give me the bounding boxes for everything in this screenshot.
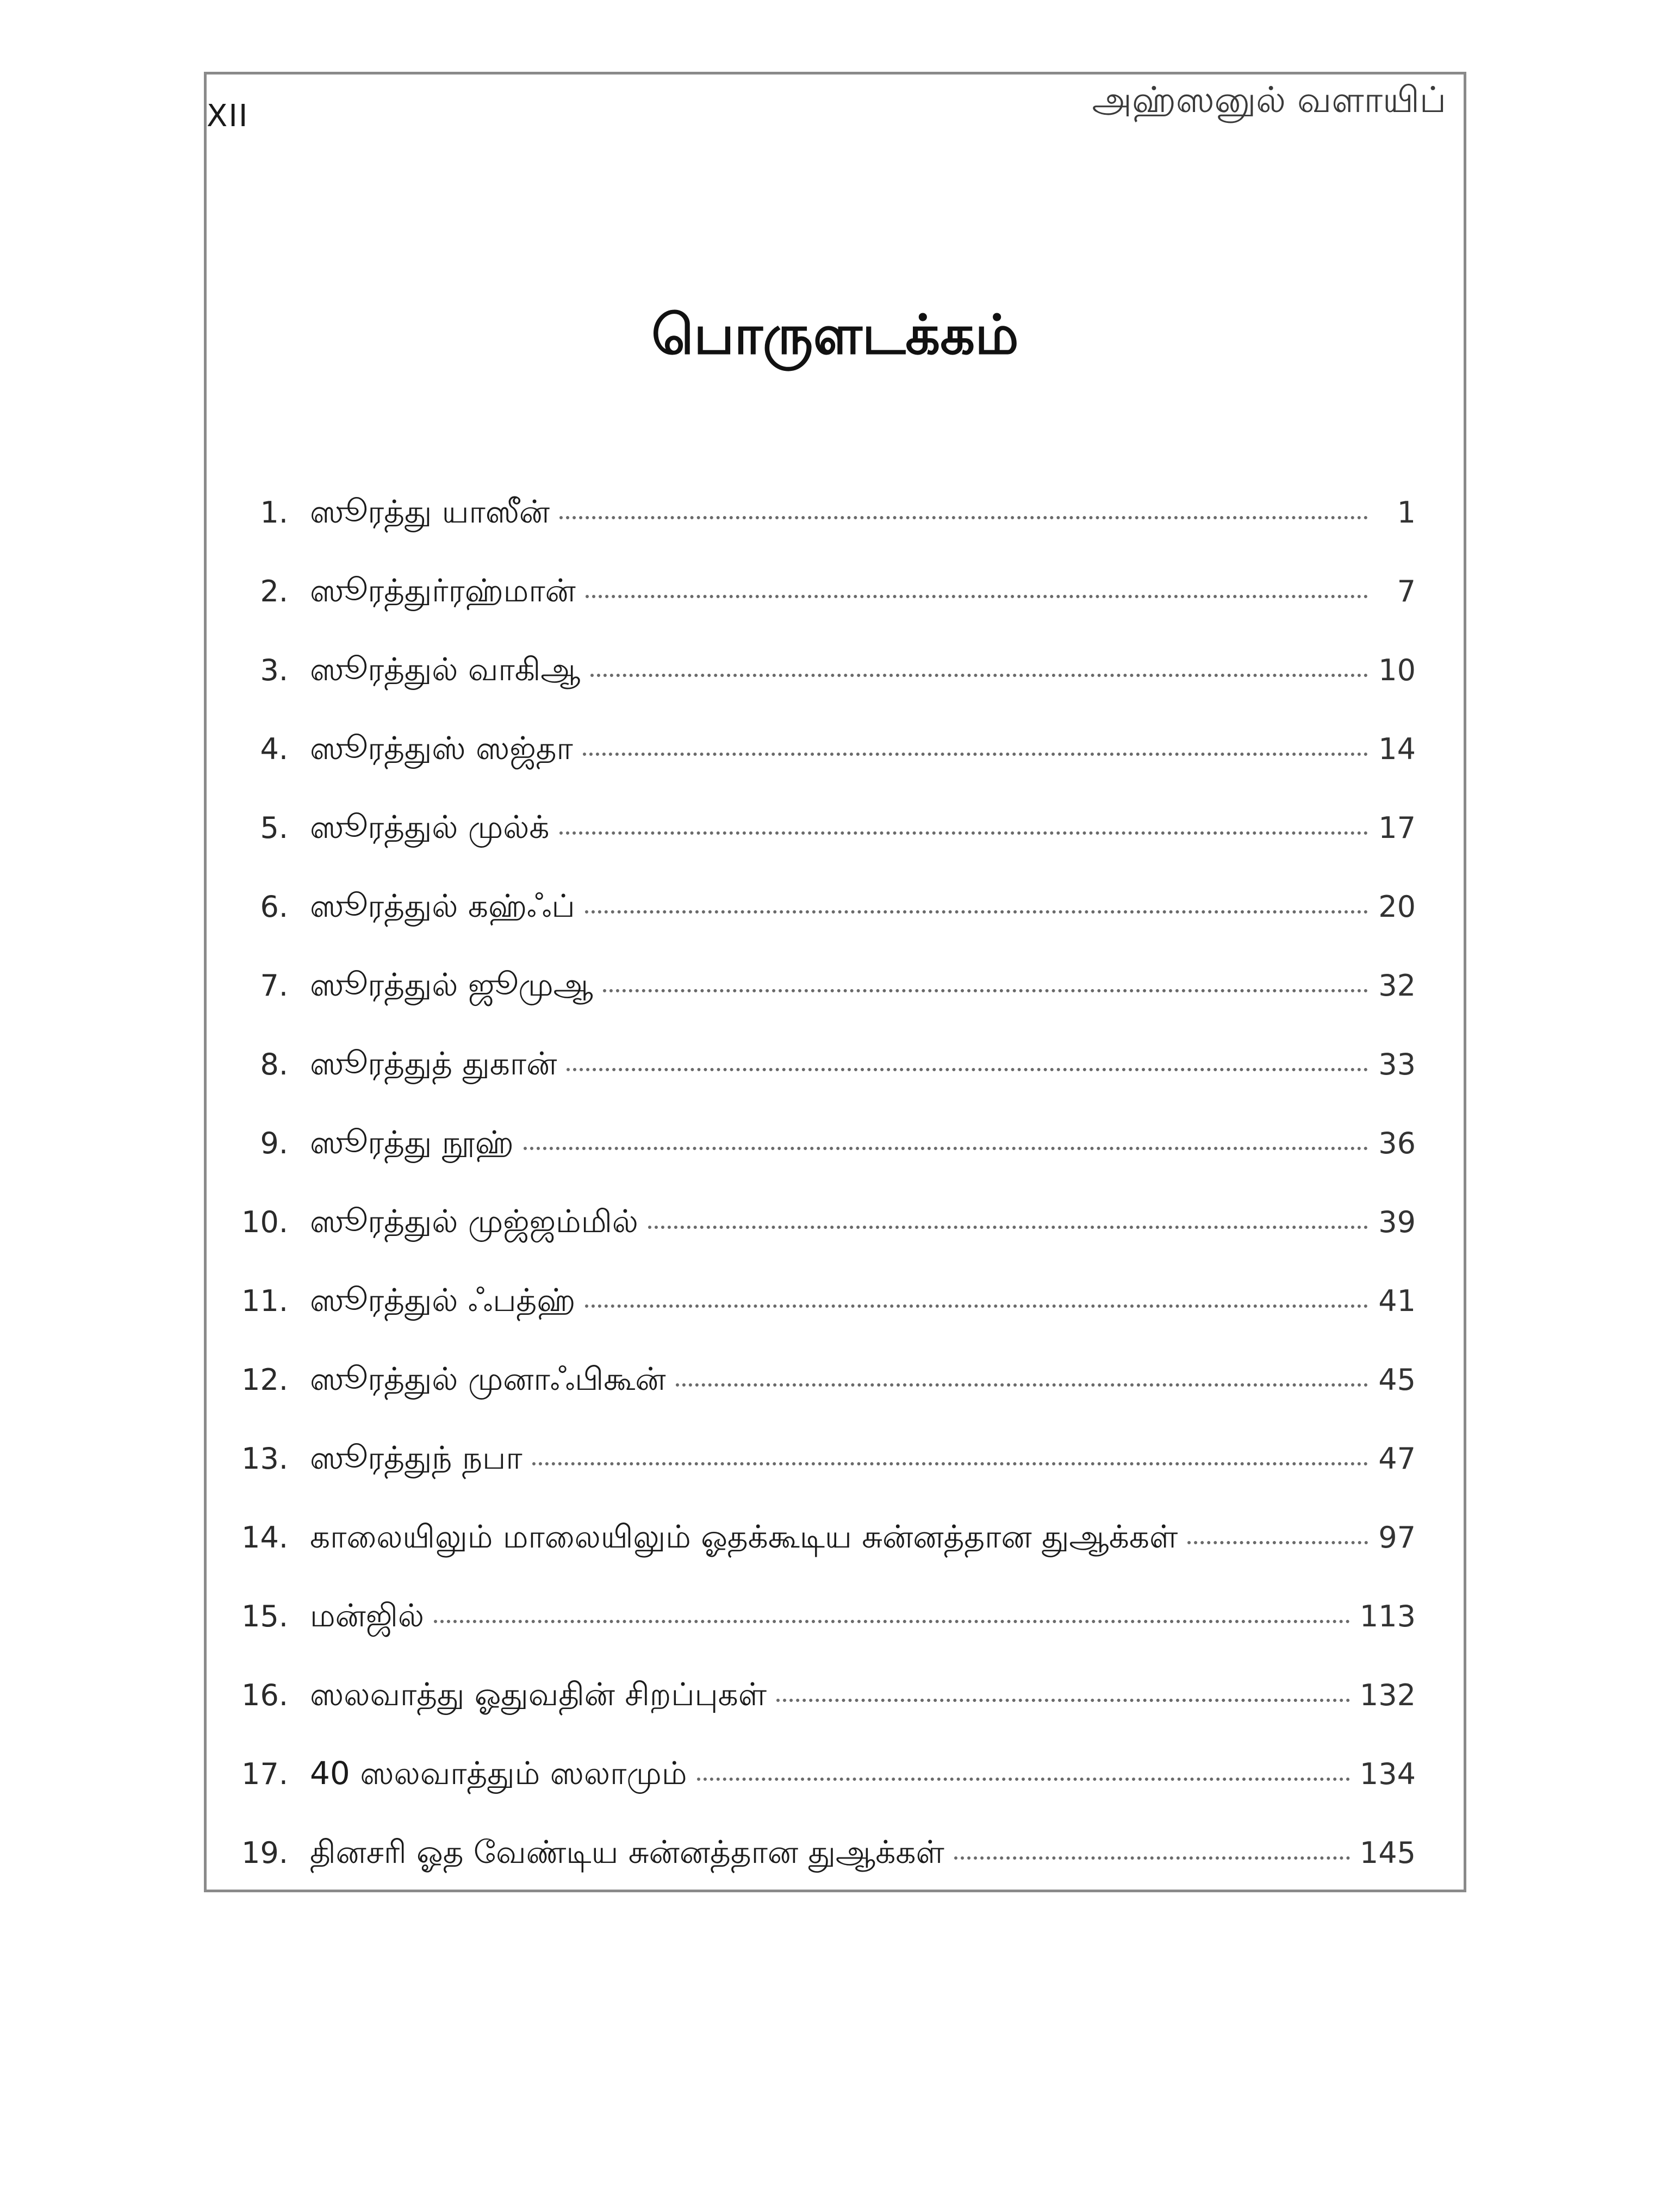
dot-leader xyxy=(585,910,1368,914)
toc-entry xyxy=(228,966,1416,1045)
running-header: அஹ்ஸனுல் வளாயிப் xyxy=(1092,79,1446,121)
toc-entry xyxy=(228,1755,1416,1834)
toc-entry-title: ஸூரத்து யாஸீன் xyxy=(310,493,550,530)
toc-entry-page: 17 xyxy=(1378,811,1416,845)
page-number: XII xyxy=(207,98,249,134)
toc-entry-number: 12. xyxy=(241,1363,288,1397)
toc-entry-page: 7 xyxy=(1397,574,1416,608)
toc-list xyxy=(228,493,1416,1912)
dot-leader xyxy=(954,1856,1350,1860)
toc-entry-number: 11. xyxy=(241,1284,288,1318)
toc-title: பொருளடக்கம் xyxy=(651,303,1019,366)
toc-entry xyxy=(228,1676,1416,1755)
toc-entry xyxy=(228,1834,1416,1912)
toc-entry-number: 3. xyxy=(260,653,288,687)
toc-entry-title: ஸூரத்துல் ஜூமுஆ xyxy=(310,966,593,1003)
dot-leader xyxy=(567,1068,1368,1071)
toc-entry-page: 41 xyxy=(1378,1284,1416,1318)
toc-entry-title: ஸூரத்துல் முஜ்ஜம்மில் xyxy=(310,1203,638,1240)
toc-entry xyxy=(228,1203,1416,1282)
toc-entry-page: 1 xyxy=(1397,495,1416,530)
dot-leader xyxy=(586,595,1368,598)
toc-entry xyxy=(228,1124,1416,1203)
toc-entry-page: 36 xyxy=(1378,1126,1416,1160)
toc-entry-page: 47 xyxy=(1378,1441,1416,1476)
toc-entry-number: 4. xyxy=(260,732,288,766)
dot-leader xyxy=(524,1147,1368,1150)
toc-entry-title: ஸூரத்துர்ரஹ்மான் xyxy=(310,572,576,609)
toc-entry-number: 7. xyxy=(260,968,288,1003)
toc-entry-number: 8. xyxy=(260,1047,288,1082)
toc-entry-page: 134 xyxy=(1359,1757,1416,1791)
toc-entry-title: ஸூரத்து நூஹ் xyxy=(310,1124,514,1161)
dot-leader xyxy=(585,1304,1368,1308)
toc-entry-number: 17. xyxy=(241,1757,288,1791)
toc-entry-page: 10 xyxy=(1378,653,1416,687)
dot-leader xyxy=(776,1699,1350,1702)
toc-entry-page: 33 xyxy=(1378,1047,1416,1082)
toc-entry xyxy=(228,809,1416,887)
toc-entry-title: 40 ஸலவாத்தும் ஸலாமும் xyxy=(310,1755,687,1792)
toc-entry-number: 19. xyxy=(241,1836,288,1870)
dot-leader xyxy=(434,1620,1350,1623)
toc-entry xyxy=(228,493,1416,572)
toc-entry-title: மன்ஜில் xyxy=(310,1597,425,1634)
dot-leader xyxy=(590,674,1368,677)
toc-entry xyxy=(228,1439,1416,1518)
toc-entry-title: ஸூரத்துல் ஃபத்ஹ் xyxy=(310,1282,576,1319)
toc-entry xyxy=(228,1045,1416,1124)
toc-entry-page: 97 xyxy=(1378,1520,1416,1555)
dot-leader xyxy=(532,1462,1368,1465)
toc-entry-number: 5. xyxy=(260,811,288,845)
toc-entry xyxy=(228,572,1416,651)
toc-entry-page: 113 xyxy=(1359,1599,1416,1633)
dot-leader xyxy=(603,989,1368,992)
dot-leader xyxy=(1187,1541,1368,1544)
toc-entry-page: 20 xyxy=(1378,890,1416,924)
toc-entry xyxy=(228,651,1416,730)
toc-entry-title: ஸூரத்துத் துகான் xyxy=(310,1045,557,1082)
toc-entry-title: ஸூரத்துல் முல்க் xyxy=(310,809,550,846)
toc-entry-title: ஸூரத்துல் முனாஃபிகூன் xyxy=(310,1360,666,1397)
toc-entry-number: 15. xyxy=(241,1599,288,1633)
toc-entry-page: 45 xyxy=(1378,1363,1416,1397)
toc-entry-number: 9. xyxy=(260,1126,288,1160)
toc-entry xyxy=(228,887,1416,966)
toc-entry xyxy=(228,1282,1416,1360)
toc-entry xyxy=(228,1518,1416,1597)
toc-entry-page: 145 xyxy=(1359,1836,1416,1870)
toc-entry-page: 132 xyxy=(1359,1678,1416,1712)
dot-leader xyxy=(559,516,1368,519)
toc-entry-title: காலையிலும் மாலையிலும் ஓதக்கூடிய சுன்னத்தான துஆக்கள் xyxy=(310,1518,1178,1555)
toc-entry-title: ஸூரத்துந் நபா xyxy=(310,1439,522,1476)
toc-entry xyxy=(228,730,1416,809)
dot-leader xyxy=(559,831,1368,835)
toc-entry-number: 2. xyxy=(260,574,288,608)
toc-entry-title: ஸூரத்துல் கஹ்ஃப் xyxy=(310,887,575,924)
toc-entry-number: 13. xyxy=(241,1441,288,1476)
toc-entry-number: 14. xyxy=(241,1520,288,1555)
toc-entry-number: 6. xyxy=(260,890,288,924)
toc-entry-page: 39 xyxy=(1378,1205,1416,1239)
dot-leader xyxy=(676,1383,1368,1387)
toc-entry-number: 10. xyxy=(241,1205,288,1239)
dot-leader xyxy=(697,1778,1350,1781)
toc-entry-number: 16. xyxy=(241,1678,288,1712)
toc-entry-page: 14 xyxy=(1378,732,1416,766)
toc-entry xyxy=(228,1597,1416,1676)
toc-entry-title: தினசரி ஓத வேண்டிய சுன்னத்தான துஆக்கள் xyxy=(310,1834,944,1871)
toc-entry-title: ஸூரத்துல் வாகிஆ xyxy=(310,651,581,688)
toc-entry-title: ஸூரத்துஸ் ஸஜ்தா xyxy=(310,730,573,767)
toc-entry-page: 32 xyxy=(1378,968,1416,1003)
toc-entry-number: 1. xyxy=(260,495,288,530)
toc-entry-title: ஸலவாத்து ஓதுவதின் சிறப்புகள் xyxy=(310,1676,767,1713)
page-frame xyxy=(204,72,1466,1892)
dot-leader xyxy=(583,753,1368,756)
toc-entry xyxy=(228,1360,1416,1439)
dot-leader xyxy=(648,1226,1368,1229)
